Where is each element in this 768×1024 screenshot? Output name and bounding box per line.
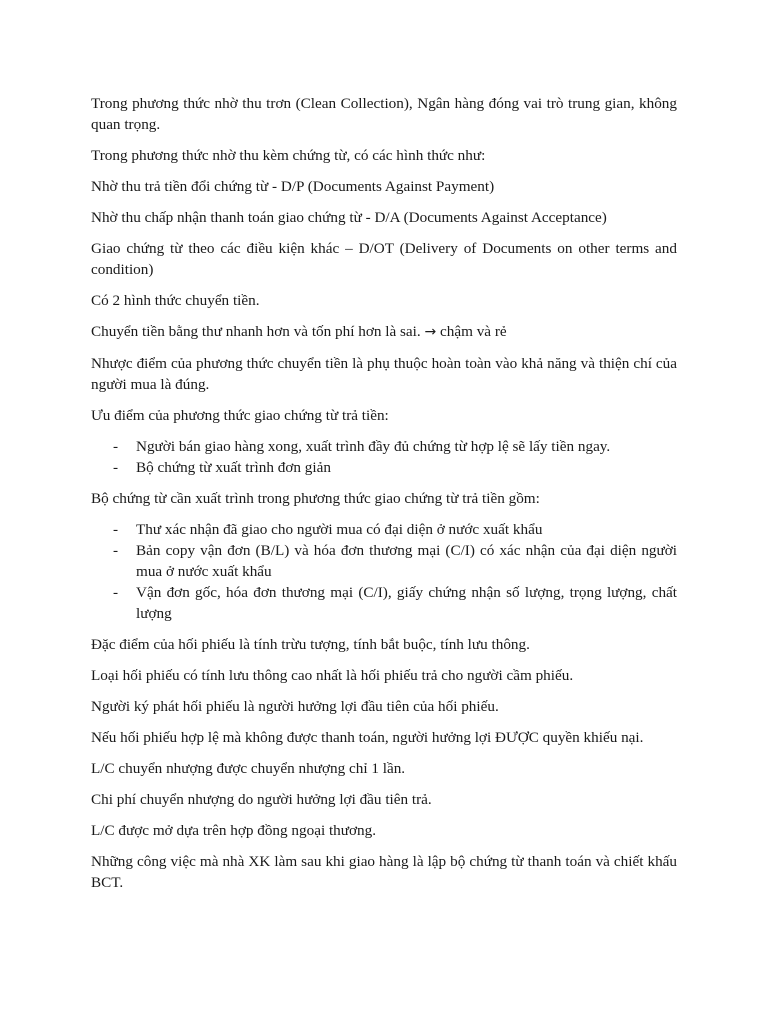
documents-list [91,519,677,624]
list-item-text: Thư xác nhận đã giao cho người mua có đại diện ở nước xuất khẩu [136,521,543,538]
list-item [91,582,677,624]
mail-transfer-conclusion: chậm và rẻ [436,323,507,340]
paragraph-two-transfer-forms: Có 2 hình thức chuyển tiền. [91,292,260,309]
paragraph-lc-basis: L/C được mở dựa trên hợp đồng ngoại thương. [91,822,377,839]
right-arrow-icon: → [424,324,437,340]
dash-bullet: - [113,542,119,559]
dash-bullet: - [113,438,119,455]
paragraph-documentary-collection: Trong phương thức nhờ thu kèm chứng từ, có các hình thức như: [91,147,486,164]
list-item [91,436,677,457]
list-item-text: Bản copy vận đơn (B/L) và hóa đơn thương mại (C/I) có xác nhận của đại diện người mua ở nước xuất khẩu [136,542,677,580]
paragraph-dishonored-bill: Nếu hối phiếu hợp lệ mà không được thanh toán, người hưởng lợi ĐƯỢC quyền khiếu nại. [91,729,644,746]
paragraph-transfer-fee: Chi phí chuyển nhượng do người hưởng lợi đầu tiên trả. [91,791,432,808]
list-item-text: Bộ chứng từ xuất trình đơn giản [136,459,331,476]
paragraph-drawer: Người ký phát hối phiếu là người hưởng lợi đầu tiên của hối phiếu. [91,698,499,715]
paragraph-transfer-disadvantage: Nhược điểm của phương thức chuyển tiền là phụ thuộc hoàn toàn vào khả năng và thiện chí của người mua là đúng. [91,355,677,393]
dash-bullet: - [113,459,119,476]
dash-bullet: - [113,521,119,538]
advantages-list [91,436,677,478]
paragraph-documents-heading: Bộ chứng từ cần xuất trình trong phương thức giao chứng từ trả tiền gồm: [91,490,540,507]
list-item-text: Vận đơn gốc, hóa đơn thương mại (C/I), giấy chứng nhận số lượng, trọng lượng, chất lượng [136,584,677,622]
paragraph-dp: Nhờ thu trả tiền đổi chứng từ - D/P (Documents Against Payment) [91,178,495,195]
paragraph-dot: Giao chứng từ theo các điều kiện khác – D/OT (Delivery of Documents on other terms and condition) [91,240,677,278]
document-page [91,93,677,903]
paragraph-clean-collection: Trong phương thức nhờ thu trơn (Clean Collection), Ngân hàng đóng vai trò trung gian, không quan trọng. [91,95,677,133]
paragraph-bearer-bill: Loại hối phiếu có tính lưu thông cao nhất là hối phiếu trả cho người cầm phiếu. [91,667,574,684]
list-item [91,519,677,540]
mail-transfer-text: Chuyển tiền bằng thư nhanh hơn và tốn phí hơn là sai. [91,323,425,340]
dash-bullet: - [113,584,119,601]
list-item-text: Người bán giao hàng xong, xuất trình đầy đủ chứng từ hợp lệ sẽ lấy tiền ngay. [136,438,611,455]
paragraph-da: Nhờ thu chấp nhận thanh toán giao chứng từ - D/A (Documents Against Acceptance) [91,209,607,226]
paragraph-exporter-tasks: Những công việc mà nhà XK làm sau khi giao hàng là lập bộ chứng từ thanh toán và chiết khấu BCT. [91,853,677,891]
paragraph-advantages-heading: Ưu điểm của phương thức giao chứng từ trả tiền: [91,407,389,424]
paragraph-bill-characteristics: Đặc điểm của hối phiếu là tính trừu tượng, tính bắt buộc, tính lưu thông. [91,636,530,653]
paragraph-mail-transfer [91,321,677,343]
paragraph-transferable-lc: L/C chuyển nhượng được chuyển nhượng chỉ 1 lần. [91,760,406,777]
list-item [91,540,677,582]
list-item [91,457,677,478]
